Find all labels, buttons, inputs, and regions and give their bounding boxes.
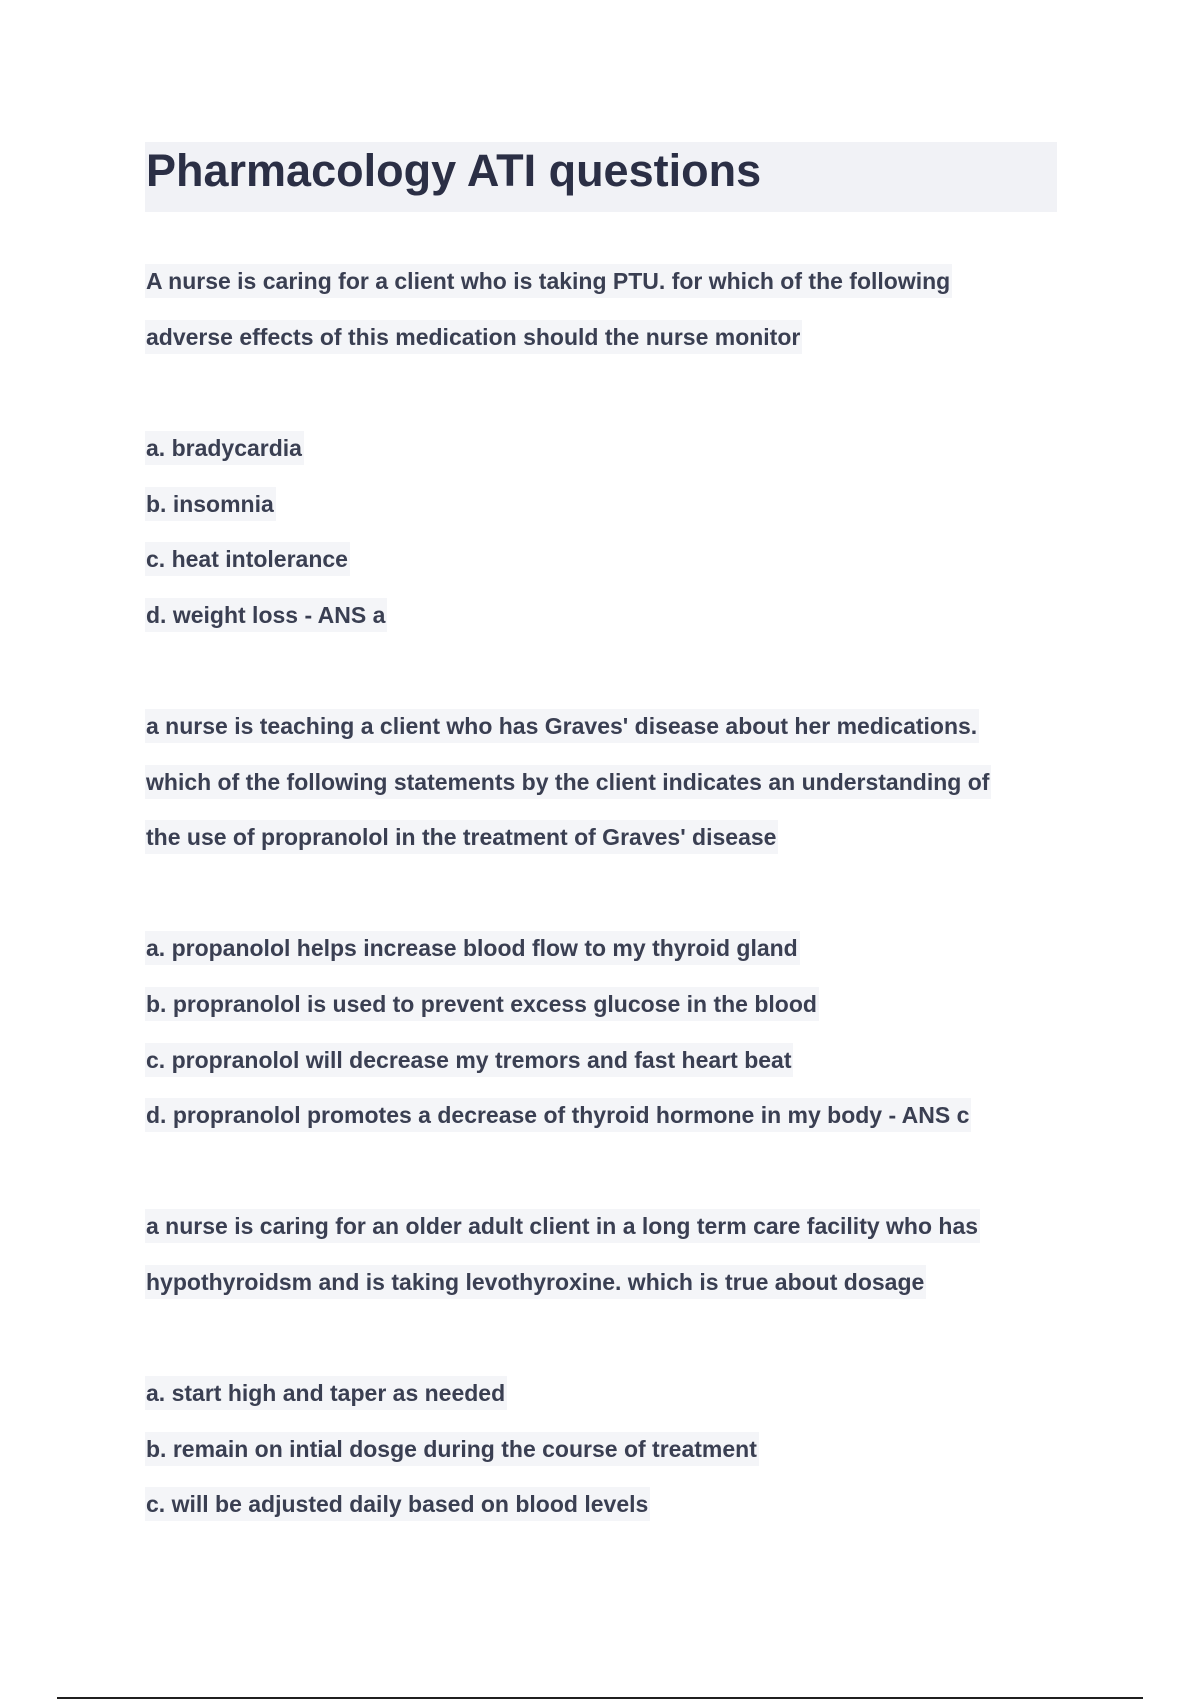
question-2-option-b: b. propranolol is used to prevent excess glucose in the blood (145, 987, 819, 1021)
question-3-stem-line-1: a nurse is caring for an older adult client in a long term care facility who has (145, 1209, 980, 1243)
question-1-stem-line-2: adverse effects of this medication should the nurse monitor (145, 320, 802, 354)
question-1-option-a: a. bradycardia (145, 431, 304, 465)
question-1-option-c: c. heat intolerance (145, 542, 350, 576)
question-3-option-a: a. start high and taper as needed (145, 1376, 507, 1410)
question-2-stem-line-2: which of the following statements by the client indicates an understanding of (145, 765, 991, 799)
question-2-stem-line-1: a nurse is teaching a client who has Graves' disease about her medications. (145, 709, 979, 743)
question-2-option-c: c. propranolol will decrease my tremors and fast heart beat (145, 1043, 793, 1077)
question-3-option-c: c. will be adjusted daily based on blood levels (145, 1487, 650, 1521)
question-1-stem-line-1: A nurse is caring for a client who is taking PTU. for which of the following (145, 264, 952, 298)
question-2-option-d: d. propranolol promotes a decrease of thyroid hormone in my body - ANS c (145, 1098, 971, 1132)
question-2-stem-line-3: the use of propranolol in the treatment of Graves' disease (145, 820, 778, 854)
question-1-option-b: b. insomnia (145, 487, 276, 521)
question-3-stem-line-2: hypothyroidsm and is taking levothyroxine. which is true about dosage (145, 1265, 926, 1299)
question-2-option-a: a. propanolol helps increase blood flow to my thyroid gland (145, 931, 800, 965)
question-1-option-d: d. weight loss - ANS a (145, 598, 387, 632)
question-3-option-b: b. remain on intial dosge during the course of treatment (145, 1432, 759, 1466)
page-title: Pharmacology ATI questions (146, 145, 762, 196)
page-bottom-rule (57, 1697, 1143, 1699)
